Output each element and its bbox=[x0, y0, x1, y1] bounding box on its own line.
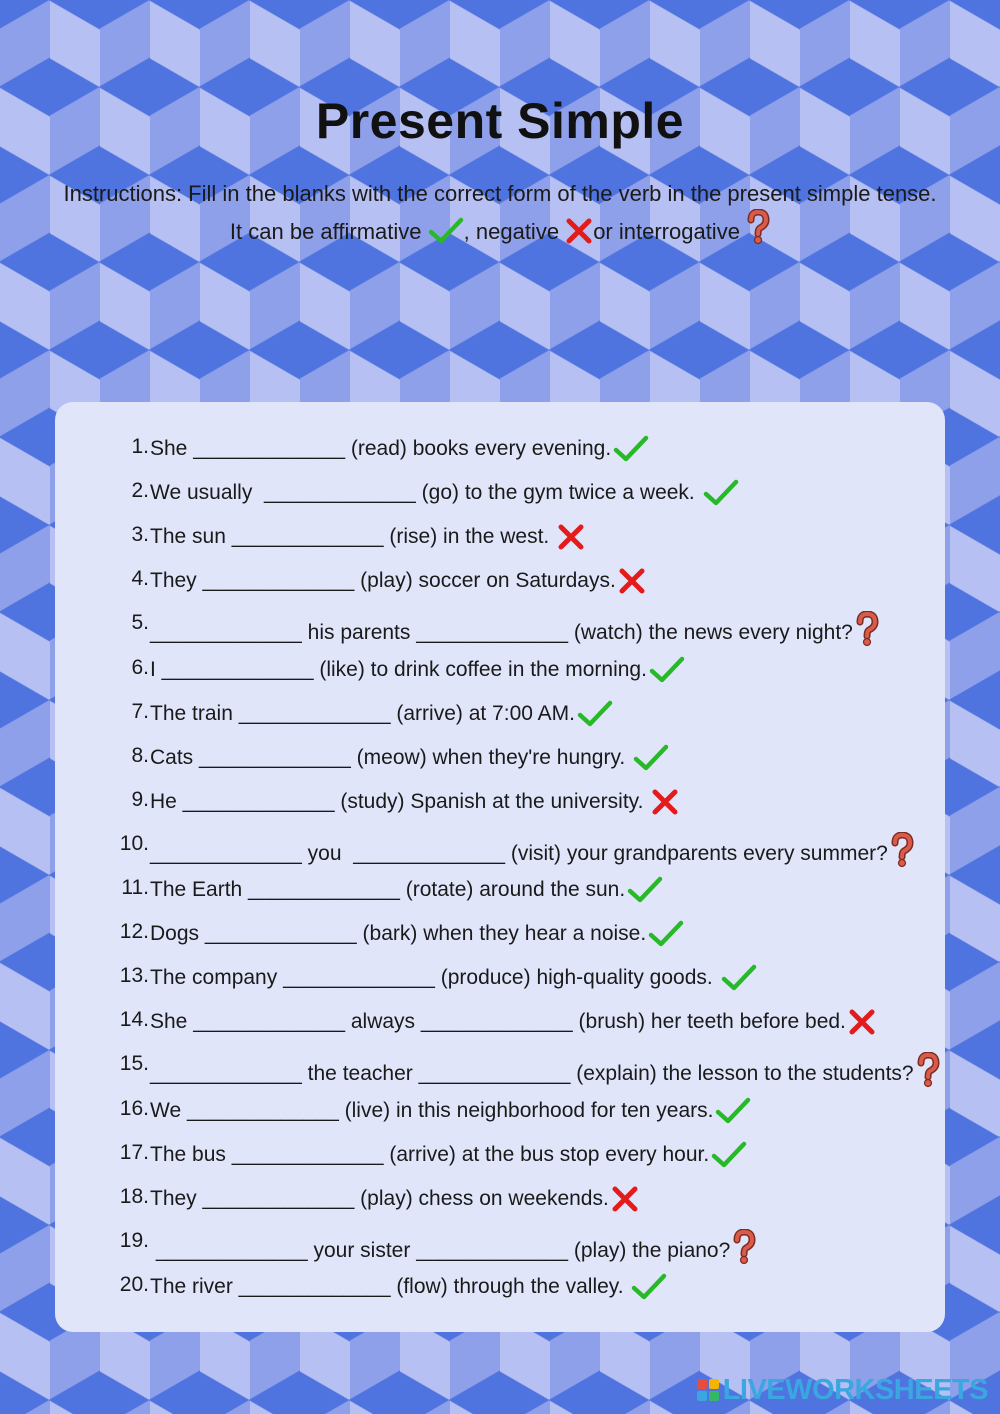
item-sentence bbox=[150, 523, 585, 557]
exercise-item bbox=[55, 958, 945, 994]
item-text: They _____________ (play) soccer on Saturdays. bbox=[150, 569, 616, 593]
item-text: _____________ the teacher _____________ (explain) the lesson to the students? bbox=[150, 1062, 914, 1086]
item-text: The river _____________ (flow) through the valley. bbox=[150, 1274, 630, 1298]
item-text: They _____________ (play) chess on weekends. bbox=[150, 1186, 609, 1210]
item-number: 15. bbox=[119, 1052, 149, 1076]
item-number: 12. bbox=[119, 920, 149, 944]
exercise-item bbox=[55, 561, 945, 597]
item-number: 14. bbox=[119, 1008, 149, 1032]
logo-square bbox=[709, 1391, 719, 1401]
worksheet-title: Present Simple bbox=[315, 93, 685, 149]
item-sentence bbox=[150, 788, 679, 822]
item-text: I _____________ (like) to drink coffee in the morning. bbox=[150, 657, 647, 681]
instructions-negative: negative bbox=[475, 219, 560, 244]
item-number: 1. bbox=[131, 435, 149, 458]
item-number: 13. bbox=[119, 964, 149, 988]
exercise-item bbox=[55, 1179, 945, 1215]
item-number: 4. bbox=[131, 567, 149, 591]
check-icon bbox=[649, 656, 685, 690]
item-text: The Earth _____________ (rotate) around the sun. bbox=[150, 878, 626, 901]
item-sentence bbox=[150, 1141, 747, 1175]
item-sentence bbox=[150, 876, 663, 910]
exercise-item bbox=[55, 782, 945, 818]
exercise-item bbox=[55, 429, 945, 465]
item-sentence bbox=[150, 964, 757, 998]
liveworksheets-brand[interactable] bbox=[697, 1373, 988, 1407]
item-text: He _____________ (study) Spanish at the university. bbox=[150, 789, 650, 813]
check-icon bbox=[577, 700, 613, 734]
exercise-item bbox=[55, 1046, 945, 1086]
item-number: 5. bbox=[131, 611, 149, 635]
item-sentence bbox=[150, 744, 669, 778]
check-icon bbox=[631, 1273, 667, 1307]
item-number: 19. bbox=[119, 1228, 149, 1252]
check-icon bbox=[648, 920, 684, 954]
item-number: 2. bbox=[131, 479, 149, 503]
cross-icon bbox=[848, 1008, 876, 1042]
exercise-item bbox=[55, 870, 945, 906]
exercise-item bbox=[55, 1267, 945, 1303]
item-text: She _____________ always _____________ (brush) her teeth before bed. bbox=[150, 1010, 846, 1034]
item-number: 11. bbox=[121, 876, 149, 899]
item-sentence bbox=[150, 920, 684, 954]
item-number: 8. bbox=[131, 743, 149, 767]
exercise-item bbox=[55, 738, 945, 774]
item-sentence bbox=[150, 479, 739, 513]
instructions bbox=[60, 178, 940, 253]
instructions-or: or interrogative bbox=[593, 219, 740, 244]
check-icon bbox=[627, 876, 663, 910]
logo-square bbox=[709, 1379, 719, 1389]
exercise-item bbox=[55, 1091, 945, 1127]
item-number: 9. bbox=[131, 787, 149, 811]
cross-icon bbox=[565, 217, 593, 253]
item-sentence bbox=[150, 567, 646, 601]
check-icon bbox=[703, 479, 739, 513]
item-text: _____________ your sister _____________ (play) the piano? bbox=[150, 1238, 731, 1262]
question-icon bbox=[746, 209, 770, 253]
brand-name: LIVEWORKSHEETS bbox=[722, 1373, 988, 1406]
exercise-item bbox=[55, 826, 945, 865]
item-sentence bbox=[150, 656, 685, 690]
liveworksheets-logo-icon bbox=[697, 1379, 719, 1401]
check-icon bbox=[711, 1141, 747, 1175]
item-text: _____________ his parents _____________ (watch) the news every night? bbox=[150, 621, 853, 645]
cross-icon bbox=[557, 523, 585, 557]
exercise-item bbox=[55, 473, 945, 509]
question-icon bbox=[732, 1229, 756, 1271]
item-number: 7. bbox=[131, 699, 149, 723]
item-number: 10. bbox=[119, 831, 149, 855]
item-text: Dogs _____________ (bark) when they hear a noise. bbox=[150, 922, 647, 946]
cross-icon bbox=[618, 567, 646, 601]
item-text: Cats _____________ (meow) when they're hungry. bbox=[150, 745, 632, 769]
item-text: We _____________ (live) in this neighborhood for ten years. bbox=[150, 1098, 714, 1122]
check-icon bbox=[428, 217, 464, 253]
item-sentence bbox=[150, 1229, 756, 1271]
question-icon bbox=[855, 611, 879, 653]
exercise-item bbox=[55, 914, 945, 950]
item-sentence bbox=[150, 1185, 639, 1219]
exercise-item bbox=[55, 1223, 945, 1262]
exercise-item bbox=[55, 1135, 945, 1171]
cross-icon bbox=[611, 1185, 639, 1219]
instructions-text: Instructions: Fill in the blanks with the correct form of the verb in the present simple tense. It can be affirmative bbox=[63, 181, 937, 244]
exercise-card bbox=[55, 402, 945, 1332]
logo-square bbox=[697, 1379, 707, 1389]
item-number: 20. bbox=[119, 1272, 149, 1296]
check-icon bbox=[633, 744, 669, 778]
logo-square bbox=[697, 1391, 707, 1401]
item-text: _____________ you _____________ (visit) your grandparents every summer? bbox=[150, 841, 888, 865]
item-text: We usually _____________ (go) to the gym twice a week. bbox=[150, 481, 701, 505]
item-sentence bbox=[150, 435, 649, 469]
exercise-item bbox=[55, 650, 945, 686]
check-icon bbox=[715, 1097, 751, 1131]
check-icon bbox=[721, 964, 757, 998]
exercise-item bbox=[55, 1002, 945, 1038]
question-icon bbox=[890, 832, 914, 874]
item-text: The train _____________ (arrive) at 7:00 AM. bbox=[150, 701, 575, 725]
item-text: The sun _____________ (rise) in the west. bbox=[150, 525, 556, 549]
exercise-item bbox=[55, 517, 945, 553]
cross-icon bbox=[651, 788, 679, 822]
item-text: The bus _____________ (arrive) at the bus stop every hour. bbox=[150, 1142, 710, 1166]
instructions-sep: , bbox=[463, 219, 470, 244]
item-sentence bbox=[150, 1097, 751, 1131]
item-text: The company _____________ (produce) high-quality goods. bbox=[150, 966, 719, 990]
item-number: 17. bbox=[119, 1140, 149, 1164]
item-number: 16. bbox=[119, 1096, 149, 1120]
item-number: 6. bbox=[131, 655, 149, 679]
item-sentence bbox=[150, 1008, 876, 1042]
item-text: She _____________ (read) books every evening. bbox=[150, 437, 612, 460]
item-number: 18. bbox=[119, 1184, 149, 1208]
check-icon bbox=[613, 435, 649, 469]
question-icon bbox=[916, 1052, 940, 1094]
item-number: 3. bbox=[131, 523, 149, 547]
item-sentence bbox=[150, 1273, 667, 1307]
exercise-item bbox=[55, 694, 945, 730]
item-sentence bbox=[150, 1052, 940, 1094]
item-sentence bbox=[150, 611, 879, 653]
exercise-item bbox=[55, 605, 945, 645]
item-sentence bbox=[150, 700, 613, 734]
item-sentence bbox=[150, 832, 914, 874]
